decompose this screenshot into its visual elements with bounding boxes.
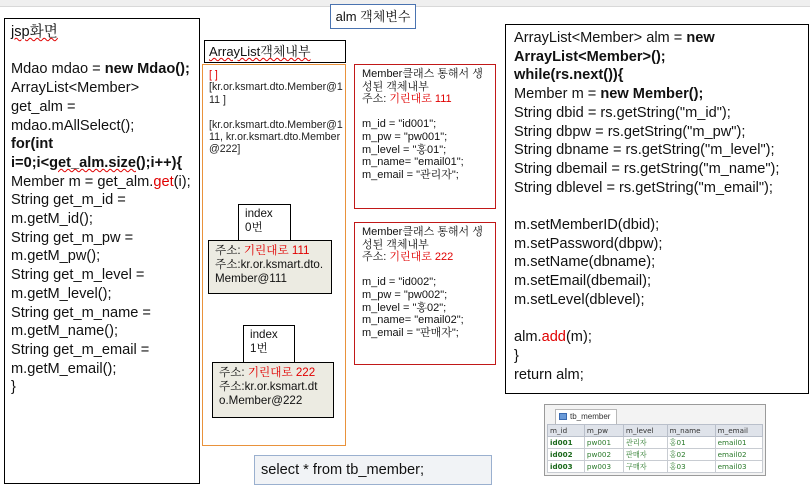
jsp-line-for: for(int i=0;i<get_alm.size();i++){ (11, 136, 183, 171)
index-1-cell: 주소: 기린대로 222 주소:kr.or.ksmart.dto.Member@222 (212, 362, 334, 418)
code-line-close: } (514, 347, 519, 364)
code-line-return: return alm; (514, 366, 584, 383)
code-line-while: while(rs.next()){ (514, 67, 624, 84)
jsp-line-name: String get_m_name = m.getM_name(); (11, 304, 156, 340)
table-row: id002 pw002 판매자 홍02 email02 (548, 449, 763, 461)
member-object-1: Member클래스 통해서 생성된 객체내부 주소: 기린대로 111 m_id = "id001"; m_pw = "pw001"; m_level = "홍01"; m_name= "email01"; m_email = "관리자"; (354, 64, 496, 209)
code-line-member: Member m = new Member(); (514, 86, 704, 103)
jsp-line-level: String get_m_level = m.getM_level(); (11, 267, 149, 302)
db-table-tab: tb_member (555, 409, 617, 424)
code-line-setid: m.setMemberID(dbid); (514, 217, 660, 234)
code-line-dblevel: String dblevel = rs.getString("m_email"); (514, 179, 773, 196)
arraylist-contents (209, 69, 343, 156)
arraylist-one: [kr.or.ksmart.dto.Member@111 ] (209, 81, 343, 106)
member2-field: m_level = "홍02"; (362, 301, 447, 314)
db-column-header: m_id (548, 425, 585, 437)
member1-field: m_email = "관리자"; (362, 168, 459, 181)
code-line-setlevel: m.setLevel(dblevel); (514, 291, 645, 308)
db-column-header: m_email (715, 425, 762, 437)
db-table-screenshot (544, 404, 766, 476)
arraylist-empty: [ ] (209, 69, 218, 81)
table-row: id001 pw001 관리자 홍01 email01 (548, 437, 763, 449)
jsp-line-email: String get_m_email = m.getM_email(); (11, 341, 154, 377)
code-line-dbname: String dbname = rs.getString("m_level"); (514, 142, 775, 159)
member1-field: m_name= "email01"; (362, 156, 464, 169)
jsp-line-close: } (11, 379, 16, 396)
index-0-cell: 주소: 기린대로 111 주소:kr.or.ksmart.dto.Member@111 (208, 240, 332, 294)
jsp-line-id: String get_m_id = m.getM_id(); (11, 192, 130, 228)
dao-code-panel (505, 24, 809, 394)
member2-field: m_email = "판매자"; (362, 326, 459, 339)
db-table-grid (547, 424, 763, 473)
alm-variable-label: alm 객체변수 (330, 4, 416, 29)
code-line-alm: ArrayList<Member> alm = new ArrayList<Member>(); (514, 30, 715, 65)
arraylist-title: ArrayList객체내부 (204, 40, 346, 63)
member-object-2: Member클래스 통해서 생성된 객체내부 주소: 기린대로 222 m_id = "id002"; m_pw = "pw002"; m_level = "홍02"; m_name= "email02"; m_email = "판매자"; (354, 222, 496, 365)
jsp-line-member: Member m = get_alm.get(i); (11, 173, 191, 190)
code-line-dbid: String dbid = rs.getString("m_id"); (514, 104, 731, 121)
jsp-line-pw: String get_m_pw = m.getM_pw(); (11, 229, 138, 265)
member2-field: m_pw = "pw002"; (362, 288, 448, 301)
member1-field: m_level = "홍01"; (362, 143, 447, 156)
code-line-setpw: m.setPassword(dbpw); (514, 235, 663, 252)
code-line-dbemail: String dbemail = rs.getString("m_name"); (514, 160, 780, 177)
db-column-header: m_name (667, 425, 715, 437)
jsp-heading: jsp화면 (11, 24, 58, 40)
index-0-label: index 0번 (238, 204, 291, 242)
table-row: id003 pw003 구매자 홍03 email03 (548, 461, 763, 473)
jsp-line-mdao: Mdao mdao = new Mdao(); (11, 61, 190, 78)
code-line-setemail: m.setEmail(dbemail); (514, 273, 652, 290)
db-column-header: m_level (623, 425, 667, 437)
member2-field: m_name= "email02"; (362, 314, 464, 327)
code-line-setname: m.setName(dbname); (514, 254, 656, 271)
code-line-dbpw: String dbpw = rs.getString("m_pw"); (514, 123, 746, 140)
code-line-add: alm.add(m); (514, 329, 592, 346)
jsp-code-panel (4, 18, 200, 484)
sql-query-box: select * from tb_member; (254, 455, 492, 485)
arraylist-two: [kr.or.ksmart.dto.Member@111, kr.or.ksmart.dto.Member@222] (209, 118, 343, 156)
index-1-label: index 1번 (243, 325, 295, 363)
member1-field: m_pw = "pw001"; (362, 130, 448, 143)
table-icon (559, 413, 567, 420)
member2-field: m_id = "id002"; (362, 276, 437, 289)
db-column-header: m_pw (584, 425, 623, 437)
member1-field: m_id = "id001"; (362, 118, 437, 131)
jsp-line-list: ArrayList<Member> get_alm = mdao.mAllSelect(); (11, 80, 144, 134)
